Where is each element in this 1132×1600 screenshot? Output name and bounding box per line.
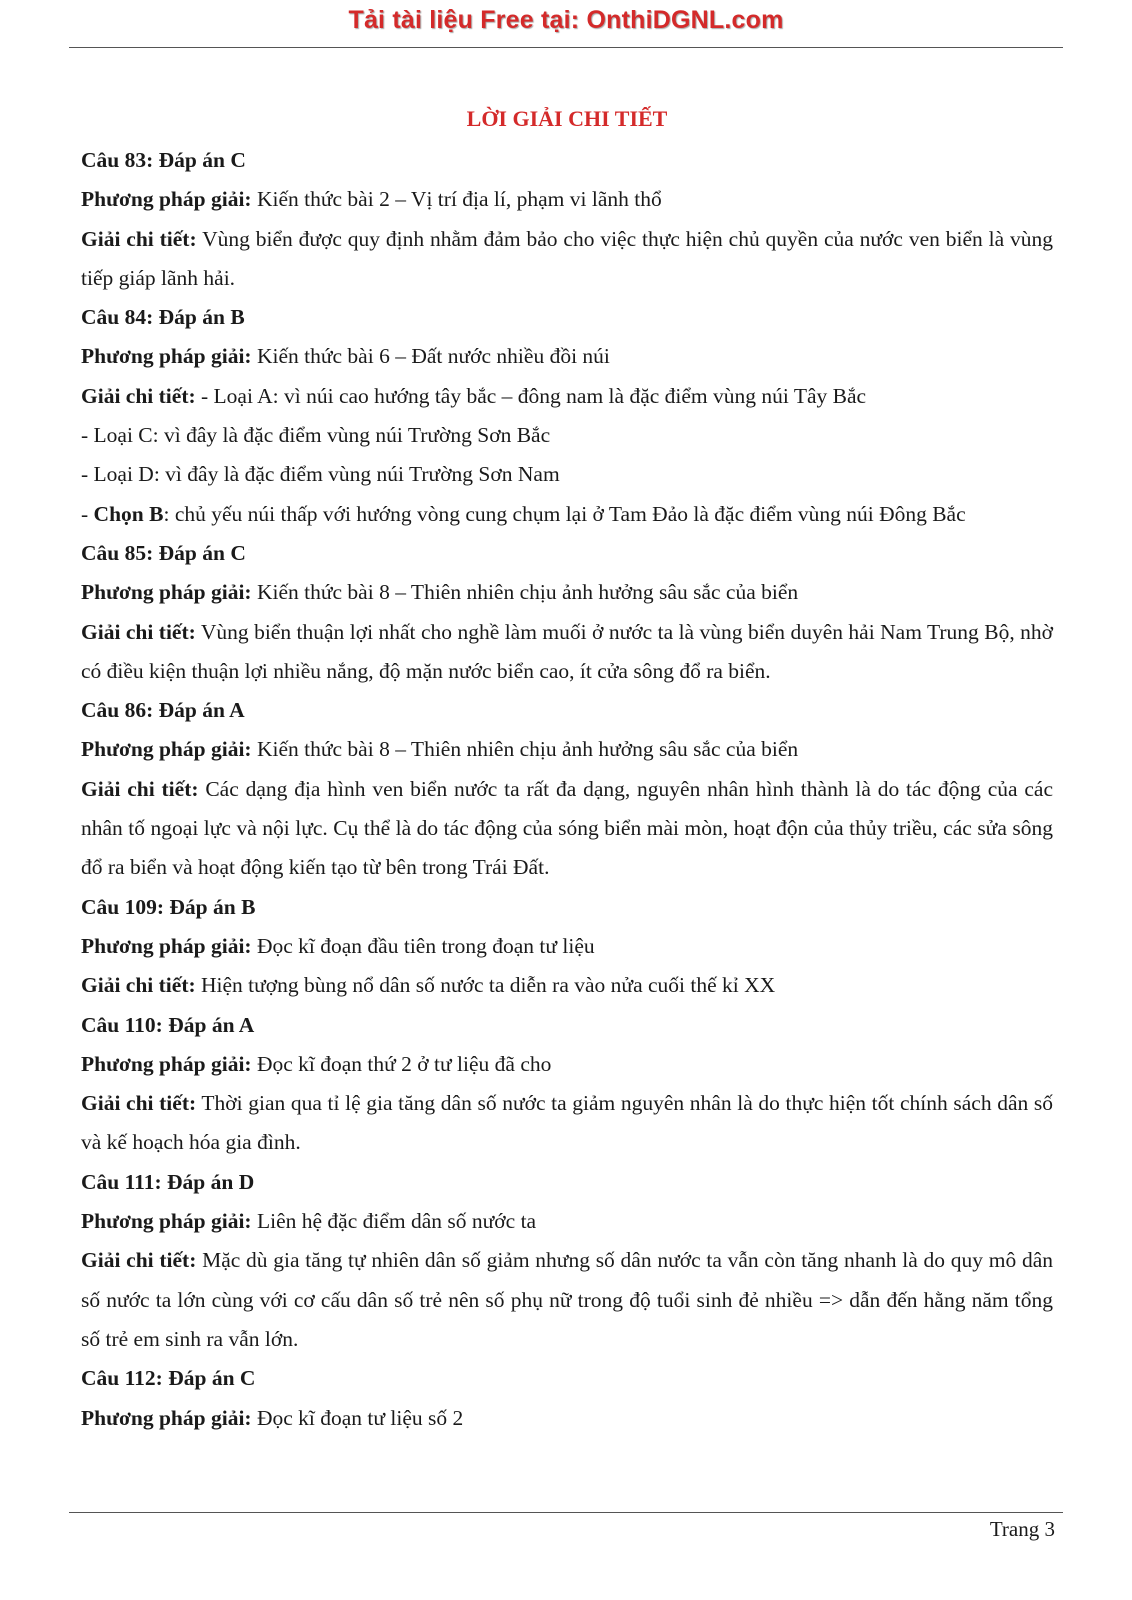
detail-line (81, 770, 1053, 888)
detail-text: Vùng biển thuận lợi nhất cho nghề làm muối ở nước ta là vùng biển duyên hải Nam Trung Bộ, nhờ có điều kiện thuận lợi nhiều nắng, độ mặn nước biển cao, ít cửa sông đổ ra biển. (81, 619, 1054, 683)
detail-text: Mặc dù gia tăng tự nhiên dân số giảm nhưng số dân nước ta vẫn còn tăng nhanh là do quy mô dân số nước ta lớn cùng với cơ cấu dân số trẻ nên số phụ nữ trong độ tuổi sinh đẻ nhiều => dẫn đến hằng năm tổng số trẻ em sinh ra vẫn lớn. (81, 1248, 1053, 1351)
question-heading: Câu 86: Đáp án A (81, 698, 245, 723)
method-label: Phương pháp giải: (81, 344, 252, 369)
method-text: Kiến thức bài 6 – Đất nước nhiều đồi núi (251, 344, 610, 369)
detail-text: - Loại A: vì núi cao hướng tây bắc – đông nam là đặc điểm vùng núi Tây Bắc (195, 383, 867, 408)
question-heading: Câu 111: Đáp án D (81, 1169, 255, 1194)
method-label: Phương pháp giải: (81, 580, 252, 605)
question-heading: Câu 110: Đáp án A (81, 1012, 255, 1037)
method-text: Kiến thức bài 8 – Thiên nhiên chịu ảnh hưởng sâu sắc của biển (251, 737, 799, 762)
page-number: Trang 3 (989, 1517, 1055, 1541)
method-label: Phương pháp giải: (81, 187, 252, 212)
method-label: Phương pháp giải: (81, 1051, 252, 1076)
detail-line (81, 613, 1053, 692)
method-line (81, 1045, 1053, 1084)
method-text: Kiến thức bài 8 – Thiên nhiên chịu ảnh hưởng sâu sắc của biển (251, 580, 799, 605)
question-heading: Câu 84: Đáp án B (81, 305, 245, 330)
detail-line (81, 1241, 1053, 1359)
question-heading: Câu 83: Đáp án C (81, 148, 246, 172)
detail-text: Thời gian qua tỉ lệ gia tăng dân số nước ta giảm nguyên nhân là do thực hiện tốt chính sách dân số và kế hoạch hóa gia đình. (81, 1091, 1053, 1155)
detail-bullet (81, 495, 1053, 534)
method-line (81, 337, 1053, 376)
method-text: Đọc kĩ đoạn đầu tiên trong đoạn tư liệu (251, 933, 595, 958)
detail-label: Giải chi tiết: (81, 226, 197, 251)
bullet-text: : chủ yếu núi thấp với hướng vòng cung chụm lại ở Tam Đảo là đặc điểm vùng núi Đông Bắc (163, 501, 966, 526)
detail-bullet: - Loại C: vì đây là đặc điểm vùng núi Trường Sơn Bắc (81, 423, 551, 448)
document-title: LỜI GIẢI CHI TIẾT (466, 106, 668, 131)
header-divider (69, 47, 1063, 48)
detail-line (81, 1084, 1053, 1163)
method-text: Kiến thức bài 2 – Vị trí địa lí, phạm vi lãnh thổ (251, 187, 662, 212)
method-line (81, 927, 1053, 966)
method-text: Đọc kĩ đoạn tư liệu số 2 (251, 1405, 464, 1430)
detail-text: Hiện tượng bùng nổ dân số nước ta diễn ra vào nửa cuối thế kỉ XX (195, 973, 776, 998)
question-heading: Câu 85: Đáp án C (81, 540, 246, 565)
detail-text: Vùng biển được quy định nhằm đảm bảo cho việc thực hiện chủ quyền của nước ven biển là vùng tiếp giáp lãnh hải. (81, 226, 1053, 290)
method-line (81, 1202, 1053, 1241)
detail-label: Giải chi tiết: (81, 776, 199, 801)
question-heading: Câu 109: Đáp án B (81, 894, 256, 919)
footer-divider (69, 1512, 1063, 1513)
method-text: Đọc kĩ đoạn thứ 2 ở tư liệu đã cho (251, 1051, 552, 1076)
method-label: Phương pháp giải: (81, 933, 252, 958)
chosen-answer: Chọn B (93, 501, 164, 526)
method-label: Phương pháp giải: (81, 1209, 252, 1234)
document-body (81, 102, 1053, 1438)
detail-line (81, 220, 1053, 299)
detail-label: Giải chi tiết: (81, 1091, 197, 1116)
method-line (81, 730, 1053, 769)
detail-line (81, 377, 1053, 416)
method-line (81, 1399, 1053, 1438)
source-banner: Tải tài liệu Free tại: OnthiDGNL.com (348, 6, 784, 34)
detail-label: Giải chi tiết: (81, 973, 196, 998)
question-heading: Câu 112: Đáp án C (81, 1366, 256, 1391)
method-text: Liên hệ đặc điểm dân số nước ta (251, 1209, 537, 1234)
bullet-prefix: - (81, 501, 94, 526)
detail-bullet: - Loại D: vì đây là đặc điểm vùng núi Trường Sơn Nam (81, 462, 560, 487)
method-line (81, 573, 1053, 612)
detail-label: Giải chi tiết: (81, 383, 196, 408)
detail-line (81, 966, 1053, 1005)
method-label: Phương pháp giải: (81, 737, 252, 762)
method-label: Phương pháp giải: (81, 1405, 252, 1430)
method-line (81, 180, 1053, 219)
detail-text: Các dạng địa hình ven biển nước ta rất đa dạng, nguyên nhân hình thành là do tác động của các nhân tố ngoại lực và nội lực. Cụ thể là do tác động của sóng biển mài mòn, hoạt độn của thủy triều, các sửa sông đổ ra biển và hoạt động kiến tạo từ bên trong Trái Đất. (81, 776, 1053, 880)
detail-label: Giải chi tiết: (81, 1248, 197, 1273)
detail-label: Giải chi tiết: (81, 619, 196, 644)
